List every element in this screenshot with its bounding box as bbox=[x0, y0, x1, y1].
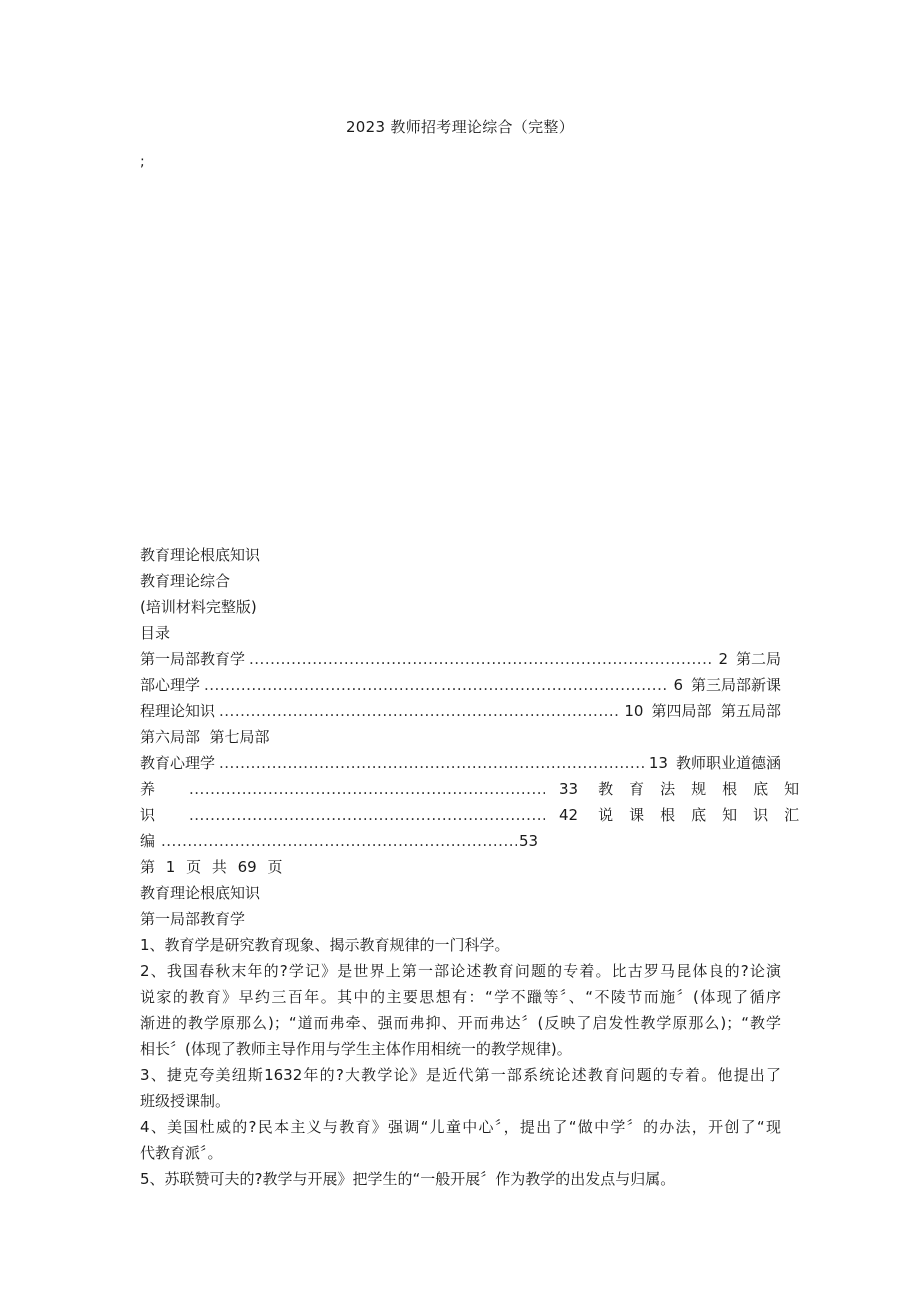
toc-entry-page: 2 bbox=[718, 650, 728, 668]
paragraph-line: 3、捷克夸美纽斯1632年的?大教学论》是近代第一部系统论述教育问题的专着。他提出了 bbox=[140, 1066, 781, 1084]
toc-entry-8 bbox=[140, 828, 781, 854]
toc-leader-dots bbox=[161, 828, 517, 854]
toc-entry-label: 教师职业道德涵 bbox=[675, 754, 781, 772]
toc-entry-label: 识 bbox=[140, 806, 156, 824]
toc-leader-dots bbox=[219, 750, 645, 776]
toc-entry-1 bbox=[140, 646, 781, 672]
toc-leader-dots bbox=[219, 698, 620, 724]
cover-line-1: 教育理论根底知识 bbox=[140, 546, 261, 564]
toc-entry-label: 部心理学 bbox=[140, 676, 201, 694]
toc-entry-6 bbox=[140, 776, 816, 802]
document-body bbox=[140, 542, 816, 1192]
toc-entry-3 bbox=[140, 698, 781, 724]
toc-entry-label: 程理论知识 bbox=[140, 702, 216, 720]
paragraph-line: 班级授课制。 bbox=[140, 1092, 231, 1110]
toc-entry-page: 13 bbox=[648, 754, 668, 772]
paragraph-line: 代教育派〞。 bbox=[140, 1144, 223, 1162]
toc-entry-page: 33 bbox=[559, 780, 579, 798]
toc-heading: 目录 bbox=[140, 624, 171, 642]
toc-entry-label: 养 bbox=[140, 780, 156, 798]
toc-entry-label: 编 bbox=[140, 832, 156, 850]
paragraph-line: 2、我国春秋末年的?学记》是世界上第一部论述教育问题的专着。比古罗马昆体良的?论演 bbox=[140, 962, 781, 980]
paragraph-line: 5、苏联赞可夫的?教学与开展》把学生的“一般开展〞作为教学的出发点与归属。 bbox=[140, 1170, 676, 1188]
toc-leader-dots bbox=[249, 646, 714, 672]
paragraph-line: 相长〞(体现了教师主导作用与学生主体作用相统一的教学规律)。 bbox=[140, 1040, 572, 1058]
toc-entry-5 bbox=[140, 750, 781, 776]
section-heading: 教育理论根底知识 bbox=[140, 884, 261, 902]
cover-line-3: (培训材料完整版) bbox=[140, 598, 257, 616]
toc-entry-page: 53 bbox=[519, 832, 539, 850]
paragraph-line: 渐进的教学原那么)；“道而弗牵、强而弗抑、开而弗达〞(反映了启发性教学原那么)；“教学 bbox=[140, 1014, 781, 1032]
paragraph-line: 1、教育学是研究教育现象、揭示教育规律的一门科学。 bbox=[140, 936, 510, 954]
toc-entry-label: 说课根底知识汇 bbox=[598, 806, 816, 824]
toc-entry-label: 第二局 bbox=[735, 650, 781, 668]
toc-entry-label: 教育法规根底知 bbox=[598, 780, 816, 798]
page-indicator: 第 1 页 共 69 页 bbox=[140, 858, 283, 876]
document-title: 2023 教师招考理论综合（完整） bbox=[345, 118, 575, 136]
toc-entry-page: 6 bbox=[673, 676, 683, 694]
toc-entry-label: 第三局部新课 bbox=[690, 676, 781, 694]
paragraph-line: 说家的教育》早约三百年。其中的主要思想有：“学不躐等〞、“不陵节而施〞(体现了循序 bbox=[140, 988, 781, 1006]
toc-entry-page: 10 bbox=[624, 702, 644, 720]
stray-semicolon: ; bbox=[140, 154, 145, 170]
toc-leader-dots bbox=[189, 802, 545, 828]
part-heading: 第一局部教育学 bbox=[140, 910, 246, 928]
toc-entry-4: 第六局部 第七局部 bbox=[140, 728, 270, 746]
paragraph-line: 4、美国杜威的?民本主义与教育》强调“儿童中心〞，提出了“做中学〞的办法，开创了“现 bbox=[140, 1118, 781, 1136]
toc-entry-label: 第四局部 第五局部 bbox=[651, 702, 781, 720]
cover-line-2: 教育理论综合 bbox=[140, 572, 231, 590]
toc-leader-dots bbox=[189, 776, 545, 802]
toc-entry-label: 第一局部教育学 bbox=[140, 650, 246, 668]
toc-entry-7 bbox=[140, 802, 816, 828]
toc-entry-page: 42 bbox=[559, 806, 579, 824]
toc-entry-2 bbox=[140, 672, 781, 698]
toc-entry-label: 教育心理学 bbox=[140, 754, 216, 772]
toc-leader-dots bbox=[204, 672, 669, 698]
